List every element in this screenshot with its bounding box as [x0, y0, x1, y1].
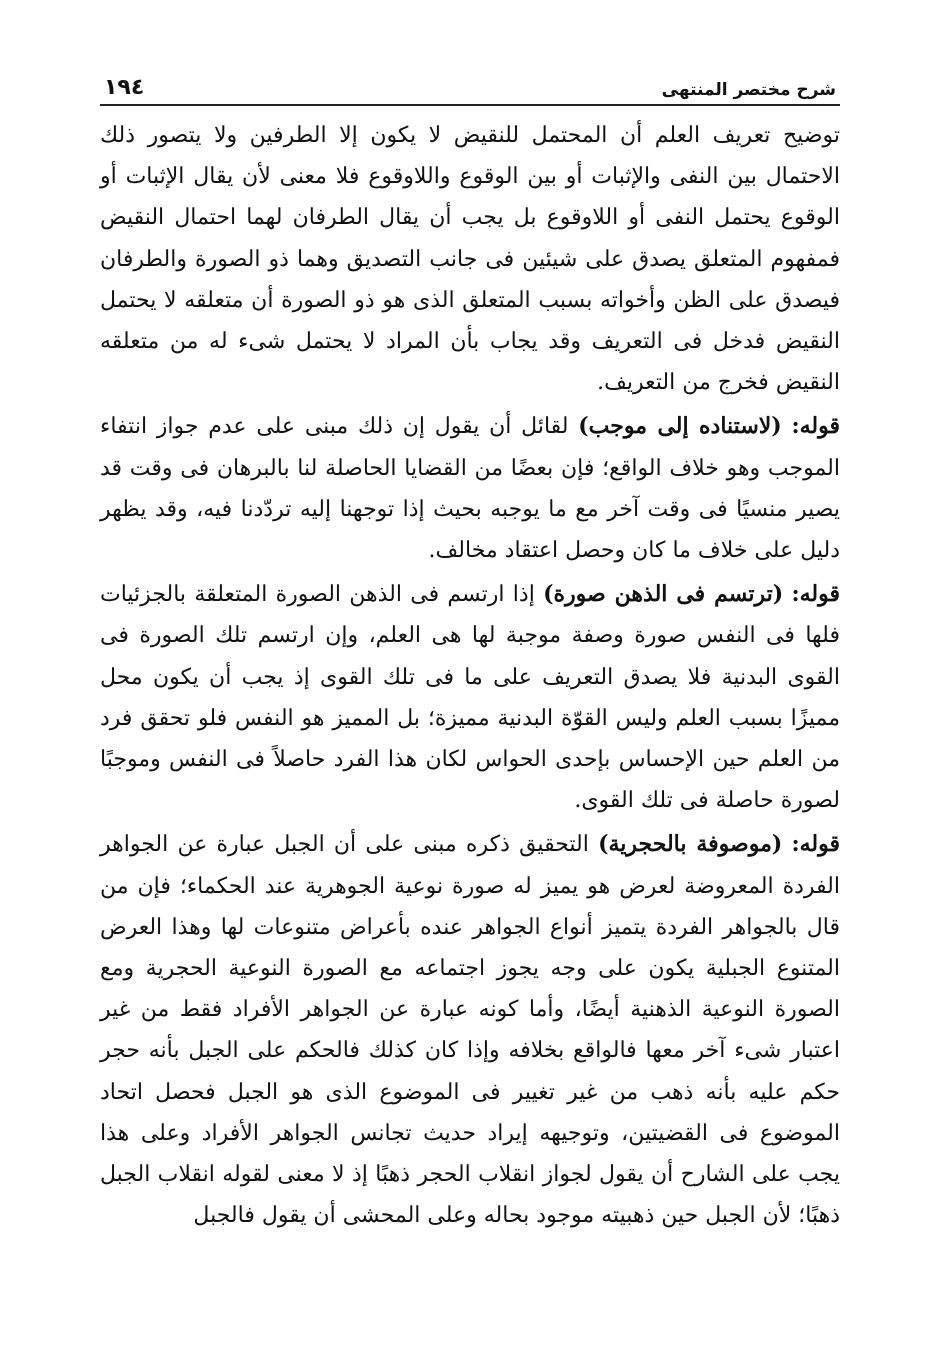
paragraph-1 [100, 115, 840, 403]
qawluhu-label: قوله: [791, 581, 840, 608]
paragraph-text: إذا ارتسم فى الذهن الصورة المتعلقة بالجزئيات فلها فى النفس صورة وصفة موجبة لها هى العلم، وإن ارتسم تلك الصورة فى القوى البدنية فلا يصدق التعريف على ما فى تلك القوى إذ يجب أن يكون محل مميزًا بسبب العلم وليس القوّة البدنية مميزة؛ بل المميز هو النفس فلو تحقق فرد من العلم حين الإحساس بإحدى الحواس لكان هذا الفرد حاصلاً فى النفس وموجبًا لصورة حاصلة فى تلك القوى. [100, 582, 840, 814]
running-title: شرح مختصر المنتهى [661, 80, 836, 100]
paragraph-4 [100, 824, 840, 1236]
paragraph-text: توضيح تعريف العلم أن المحتمل للنقيض لا يكون إلا الطرفين ولا يتصور ذلك الاحتمال بين النفى والإثبات أو بين الوقوع واللاوقوع فلا معنى لأن يقال الإثبات أو الوقوع يحتمل النفى أو اللاوقوع بل يجب أن يقال الطرفان لهما احتمال النقيض فمفهوم المتعلق يصدق على شيئين فى جانب التصديق وهما ذو الصورة والطرفان فيصدق على الظن وأخواته بسبب المتعلق الذى هو ذو الصورة أن متعلقه لا يحتمل النقيض فدخل فى التعريف وقد يجاب بأن المراد لا يحتمل شىء له من متعلقه النقيض فخرج من التعريف. [100, 123, 840, 396]
page-number: ١٩٤ [104, 75, 145, 100]
quoted-reference: (ترتسم فى الذهن صورة) [543, 581, 784, 608]
document-page [100, 72, 840, 1239]
page-header [100, 72, 840, 106]
paragraph-text: التحقيق ذكره مبنى على أن الجبل عبارة عن الجواهر الفردة المعروضة لعرض هو يميز له صورة نوعية الجوهرية عند الحكماء؛ فإن من قال بالجواهر الفردة يتميز أنواع الجواهر عنده بأعراض متنوعات لها وهذا العرض المتنوع الجبلية يكون على وجه يجوز اجتماعه مع الصورة النوعية الحجرية ومع الصورة النوعية الذهنية أيضًا، وأما كونه عبارة عن الجواهر الأفراد فقط من غير اعتبار شىء آخر معها فالواقع بخلافه وإذا كان كذلك فالحكم على الجبل بأنه حجر حكم عليه بأنه ذهب من غير تغيير فى الموضوع الذى هو الجبل فحصل اتحاد الموضوع فى القضيتين، وتوجيهه إيراد حديث تجانس الجواهر الأفراد وعلى هذا يجب على الشارح أن يقول لجواز انقلاب الحجر ذهبًا إذ لا معنى لقوله انقلاب الجبل ذهبًا؛ لأن الجبل حين ذهبيته موجود بحاله وعلى المحشى أن يقول فالجبل [100, 832, 840, 1229]
quoted-reference: (موصوفة بالحجرية) [598, 831, 783, 858]
quoted-reference: (لاستناده إلى موجب) [578, 413, 782, 440]
qawluhu-label: قوله: [791, 831, 841, 858]
paragraph-3 [100, 574, 840, 821]
qawluhu-label: قوله: [791, 413, 840, 440]
paragraph-2 [100, 406, 840, 571]
paragraph-text: لقائل أن يقول إن ذلك مبنى على عدم جواز انتفاء الموجب وهو خلاف الواقع؛ فإن بعضًا من القضايا الحاصلة لنا بالبرهان فى وقت قد يصير منسيًا فى وقت آخر مع ما يوجبه بحيث إذا توجهنا إليه تردّدنا فيه، وقد يظهر دليل على خلاف ما كان وحصل اعتقاد مخالف. [100, 414, 840, 564]
body-text [100, 115, 840, 1236]
